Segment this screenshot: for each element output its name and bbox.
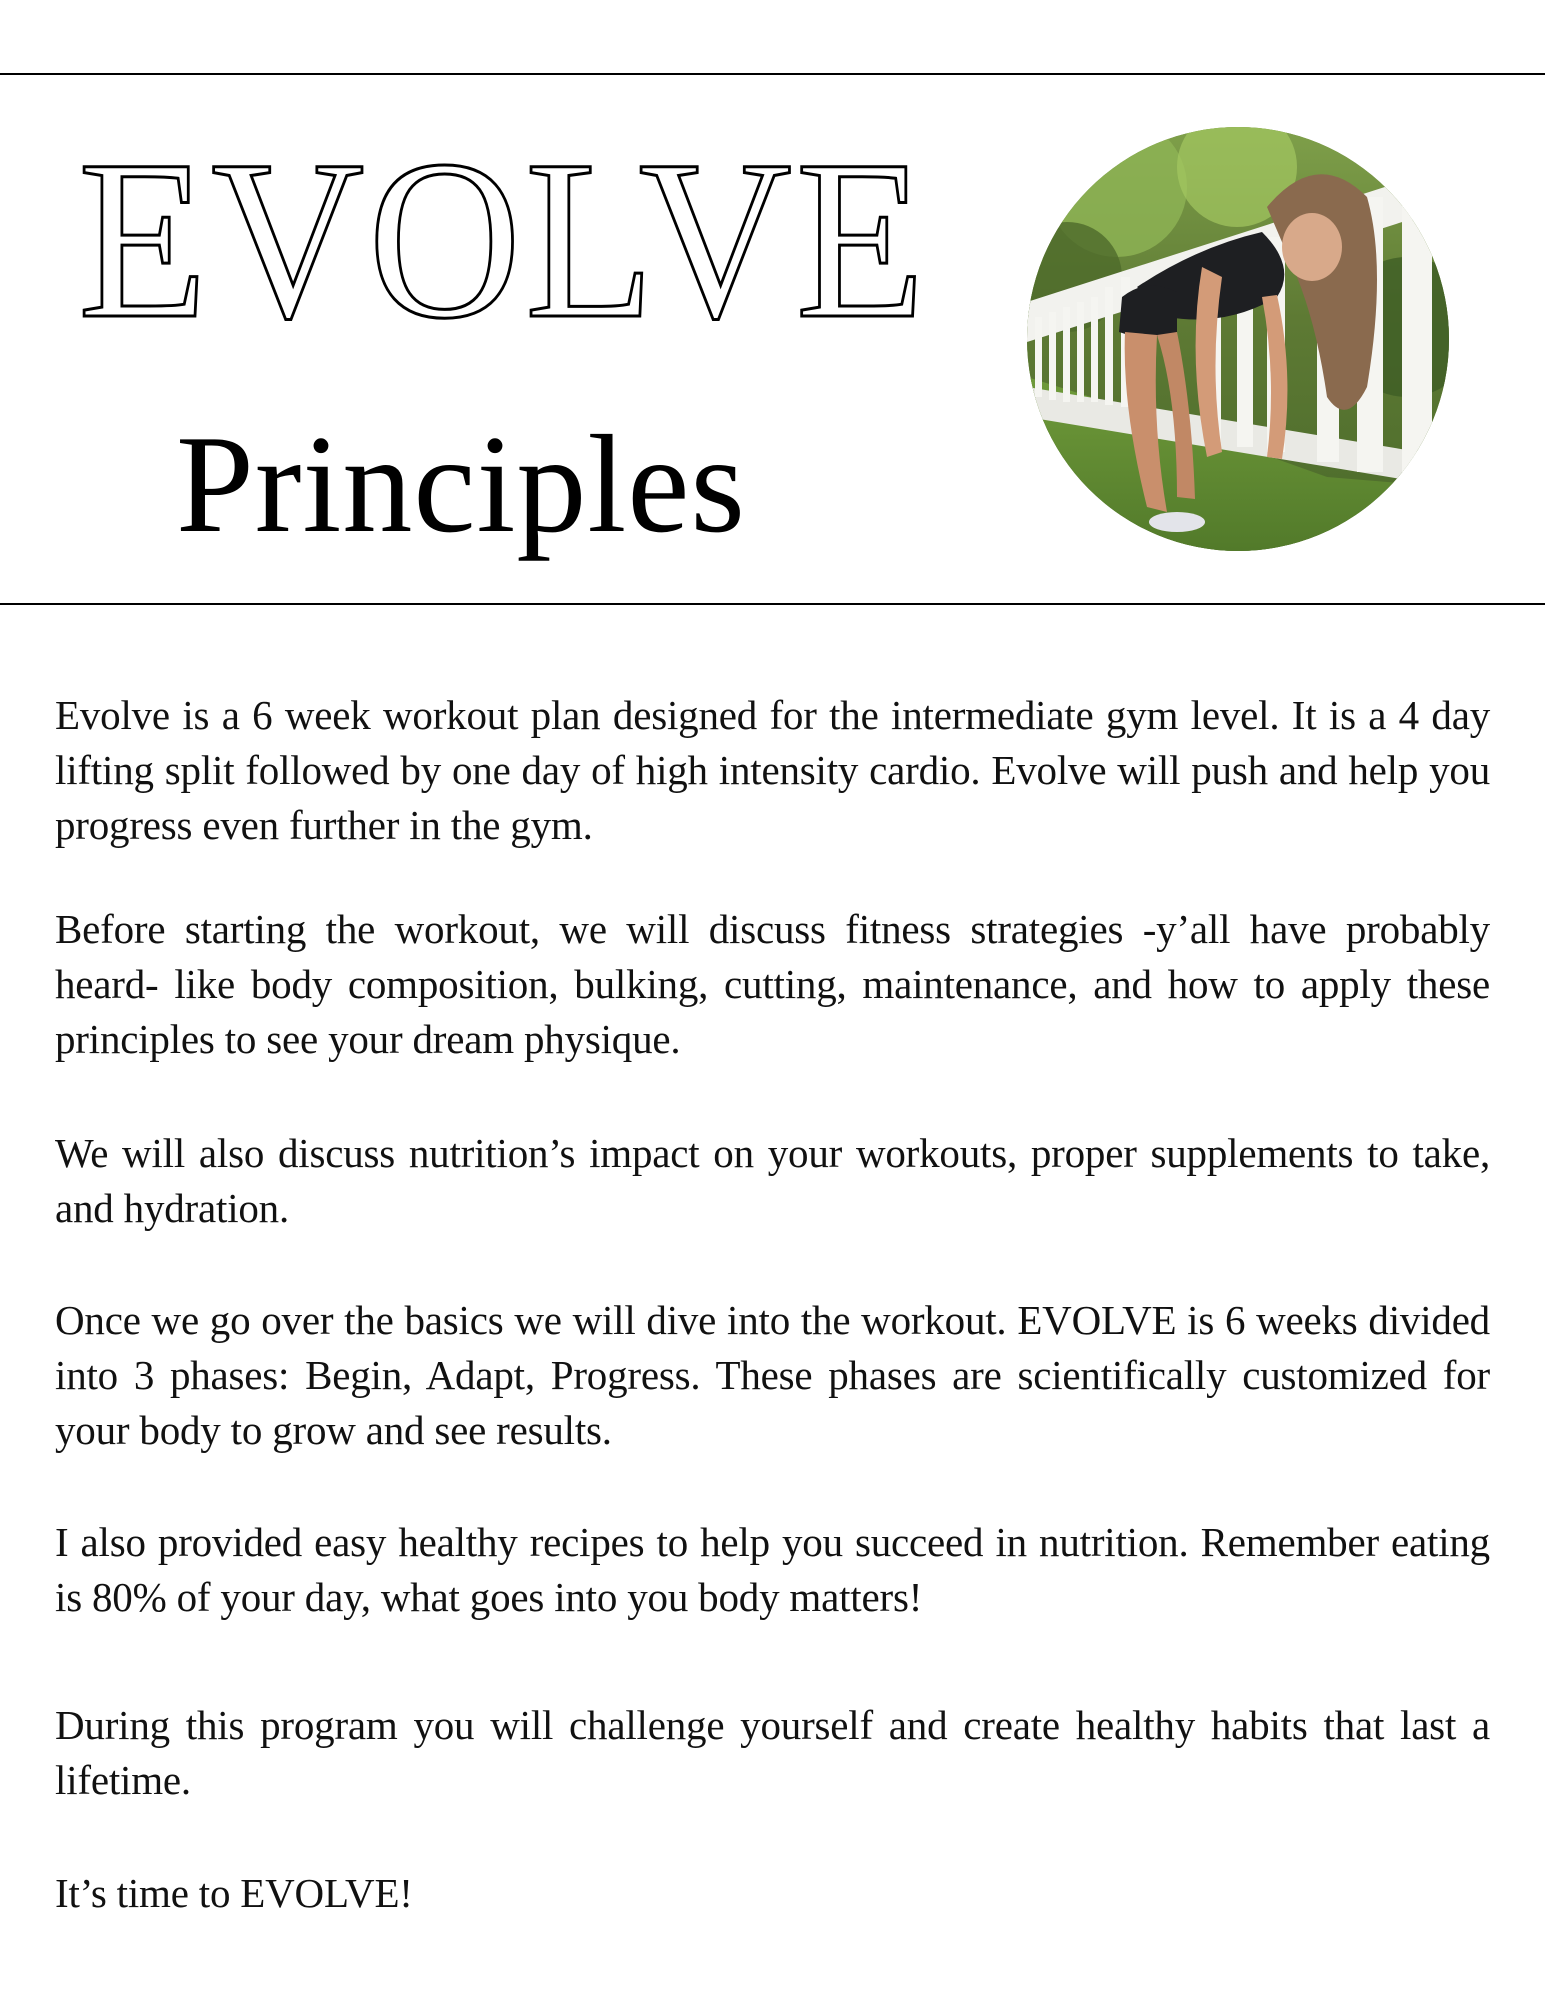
top-divider <box>0 73 1545 75</box>
nutrition-paragraph: We will also discuss nutrition’s impact on your workouts, proper supplements to take, and hydration. <box>55 1130 1490 1231</box>
closing-line: It’s time to EVOLVE! <box>55 1870 413 1916</box>
profile-photo <box>1027 127 1449 551</box>
strategies-paragraph: Before starting the workout, we will discuss fitness strategies -y’all have probably heard- like body composition, bulking, cutting, maintenance, and how to apply these principles to see your dream physique. <box>55 906 1490 1062</box>
page-subtitle: Principles <box>176 407 746 562</box>
page-title: EVOLVE <box>78 114 929 366</box>
habits-paragraph: During this program you will challenge yourself and create healthy habits that last a lifetime. <box>55 1702 1490 1803</box>
bottom-divider <box>0 603 1545 605</box>
photo-illustration <box>1027 127 1449 551</box>
recipes-paragraph: I also provided easy healthy recipes to help you succeed in nutrition. Remember eating is 80% of your day, what goes into you body matters! <box>55 1519 1490 1620</box>
phases-paragraph: Once we go over the basics we will dive into the workout. EVOLVE is 6 weeks divided into 3 phases: Begin, Adapt, Progress. These phases are scientifically customized for your body to grow and see results. <box>55 1297 1490 1453</box>
intro-paragraph: Evolve is a 6 week workout plan designed for the intermediate gym level. It is a 4 day lifting split followed by one day of high intensity cardio. Evolve will push and help you progress even further in the gym. <box>55 692 1490 848</box>
